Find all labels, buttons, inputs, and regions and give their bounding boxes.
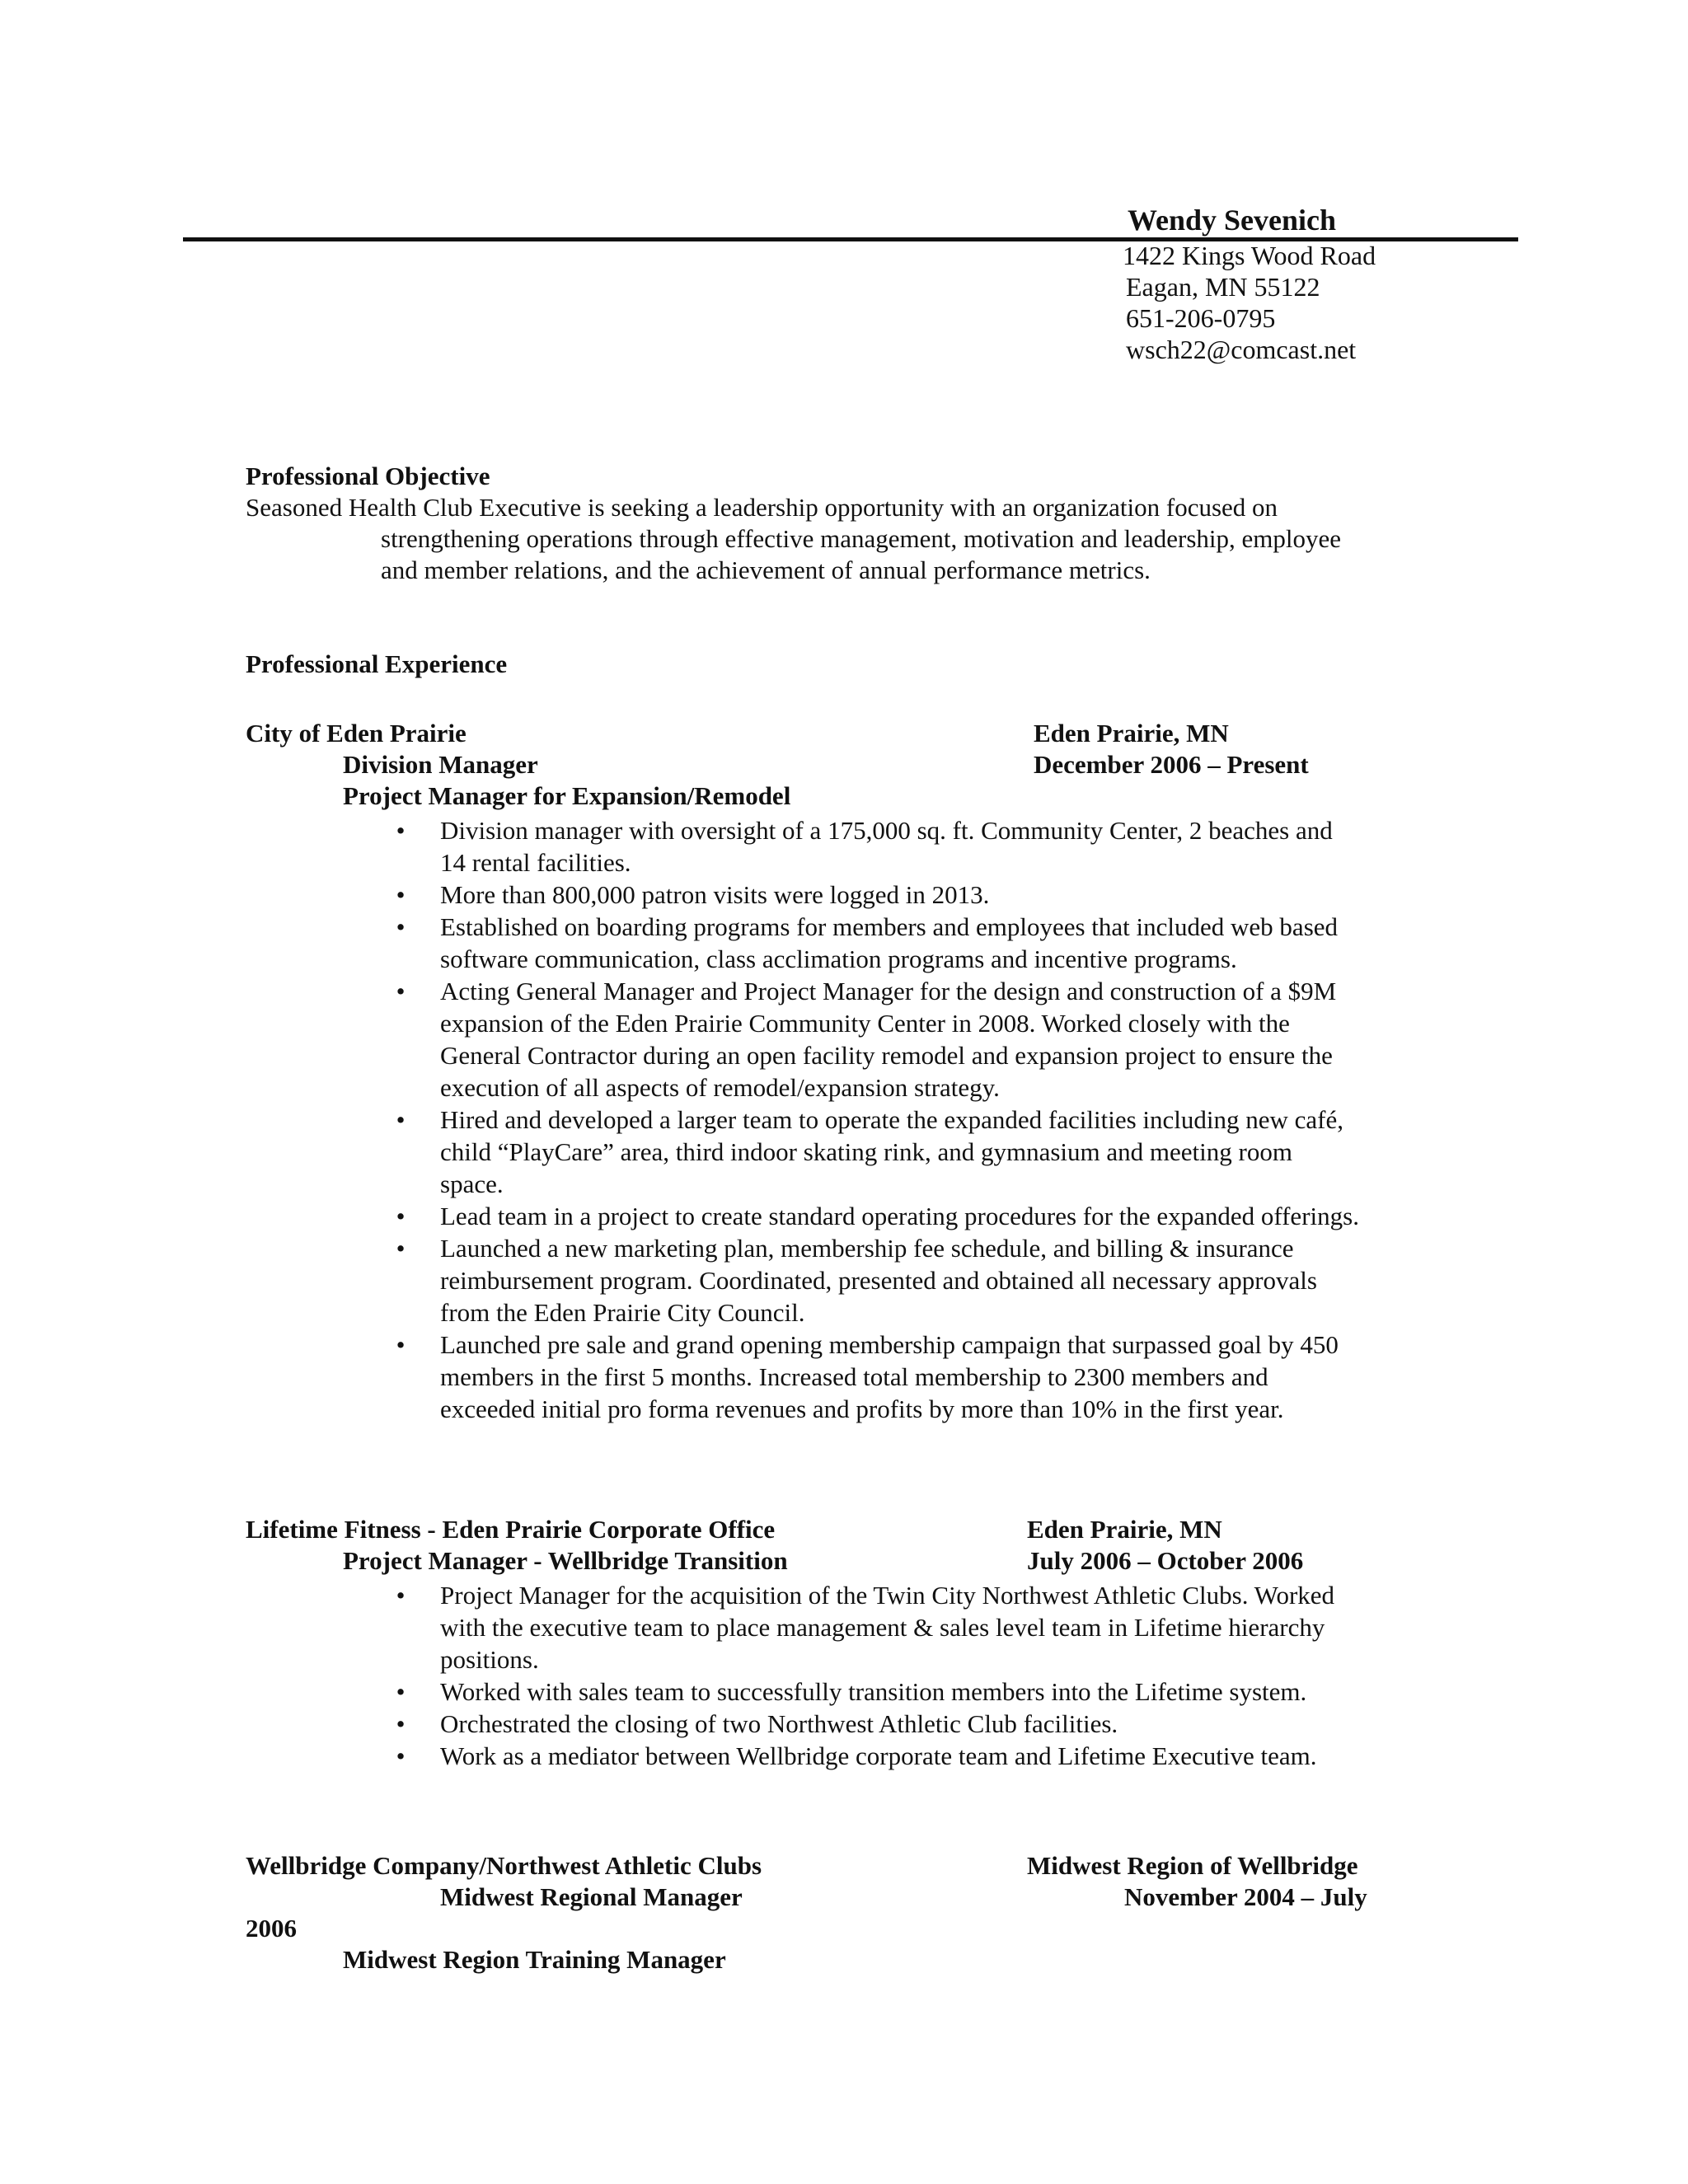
city-state-zip: Eagan, MN 55122 — [1126, 272, 1320, 302]
list-item: • Orchestrated the closing of two Northwest Athletic Club facilities. — [387, 1708, 1334, 1740]
job-title: Project Manager - Wellbridge Transition — [343, 1546, 788, 1575]
list-item: • Established on boarding programs for members and employees that included web based software communication, class acclimation programs and incentive programs. — [387, 911, 1359, 975]
bullet-icon: • — [396, 977, 406, 1005]
job-subtitle: Midwest Region Training Manager — [343, 1945, 726, 1974]
job-dates: July 2006 – October 2006 — [1027, 1546, 1304, 1575]
job-employer: City of Eden Prairie — [246, 719, 467, 748]
phone-number: 651-206-0795 — [1126, 303, 1276, 333]
list-item: • Worked with sales team to successfully transition members into the Lifetime system. — [387, 1675, 1334, 1708]
job-title: Midwest Regional Manager — [440, 1882, 743, 1911]
job-subtitle: Project Manager for Expansion/Remodel — [343, 781, 791, 810]
list-item: • Lead team in a project to create standard operating procedures for the expanded offerings. — [387, 1200, 1359, 1232]
list-item: • Work as a mediator between Wellbridge corporate team and Lifetime Executive team. — [387, 1740, 1334, 1772]
bullet-icon: • — [396, 1202, 406, 1230]
job-employer: Lifetime Fitness - Eden Prairie Corporate Office — [246, 1515, 776, 1544]
bullet-icon: • — [396, 1741, 406, 1770]
job-title: Division Manager — [343, 750, 538, 779]
objective-heading: Professional Objective — [246, 462, 490, 490]
objective-line: Seasoned Health Club Executive is seeking a leadership opportunity with an organization focused on — [246, 493, 1278, 522]
objective-line: and member relations, and the achievement of annual performance metrics. — [381, 555, 1151, 584]
email-address: wsch22@comcast.net — [1126, 335, 1357, 364]
bullet-icon: • — [396, 816, 406, 845]
job-2-bullets — [387, 1579, 1334, 1772]
bullet-icon: • — [396, 880, 406, 909]
bullet-icon: • — [396, 1677, 406, 1706]
bullet-icon: • — [396, 1581, 406, 1610]
list-item: • Project Manager for the acquisition of the Twin City Northwest Athletic Clubs. Worked with the executive team to place management & sales level team in Lifetime hierarchy positions. — [387, 1579, 1334, 1675]
list-item: • Acting General Manager and Project Manager for the design and construction of a $9M expansion of the Eden Prairie Community Center in 2008. Worked closely with the General Contractor during an open facility remodel and expansion project to ensure the execution of all aspects of remodel/expansion strategy. — [387, 975, 1359, 1104]
list-item: • Hired and developed a larger team to operate the expanded facilities including new café, child “PlayCare” area, third indoor skating rink, and gymnasium and meeting room space. — [387, 1104, 1359, 1200]
list-item: • Launched a new marketing plan, membership fee schedule, and billing & insurance reimbursement program. Coordinated, presented and obtained all necessary approvals from the Eden Prairie City Council. — [387, 1232, 1359, 1329]
bullet-icon: • — [396, 912, 406, 941]
job-location: Eden Prairie, MN — [1034, 719, 1229, 748]
list-item: • Launched pre sale and grand opening membership campaign that surpassed goal by 450 members in the first 5 months. Increased total membership to 2300 members and exceeded initial pro forma revenues and profits by more than 10% in the first year. — [387, 1329, 1359, 1425]
bullet-icon: • — [396, 1709, 406, 1738]
job-dates: December 2006 – Present — [1034, 750, 1309, 779]
job-dates: November 2004 – July — [1124, 1882, 1367, 1911]
applicant-name: Wendy Sevenich — [1128, 204, 1337, 237]
bullet-icon: • — [396, 1105, 406, 1134]
experience-heading: Professional Experience — [246, 649, 508, 678]
bullet-icon: • — [396, 1330, 406, 1359]
list-item: • Division manager with oversight of a 175,000 sq. ft. Community Center, 2 beaches and 14 rental facilities. — [387, 814, 1359, 879]
address-line: 1422 Kings Wood Road — [1123, 241, 1376, 270]
bullet-icon: • — [396, 1234, 406, 1263]
job-employer: Wellbridge Company/Northwest Athletic Clubs — [246, 1851, 762, 1880]
job-1-bullets — [387, 814, 1359, 1425]
job-location: Eden Prairie, MN — [1027, 1515, 1222, 1544]
list-item: • More than 800,000 patron visits were logged in 2013. — [387, 879, 1359, 911]
job-location: Midwest Region of Wellbridge — [1027, 1851, 1358, 1880]
job-dates-wrap: 2006 — [246, 1914, 297, 1943]
objective-line: strengthening operations through effective management, motivation and leadership, employee — [381, 524, 1342, 553]
